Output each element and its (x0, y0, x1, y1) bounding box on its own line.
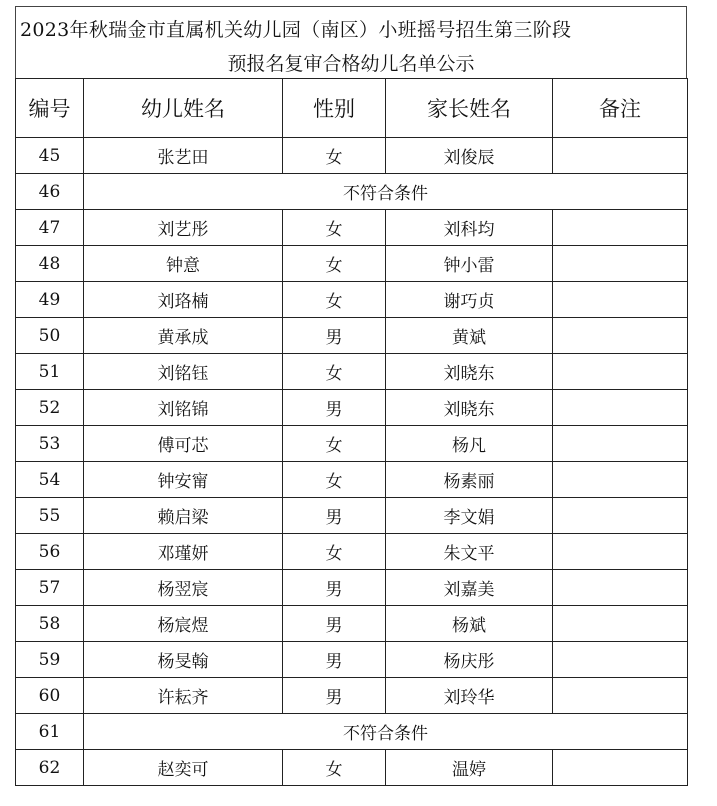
cell-child-name: 钟安甯 (84, 462, 283, 498)
cell-number: 58 (16, 606, 84, 642)
cell-gender: 女 (283, 246, 386, 282)
cell-child-name: 钟意 (84, 246, 283, 282)
cell-child-name: 许耘齐 (84, 678, 283, 714)
roster-table (15, 78, 688, 786)
table-row (16, 498, 688, 534)
cell-number: 57 (16, 570, 84, 606)
cell-note (553, 534, 688, 570)
cell-note (553, 282, 688, 318)
cell-parent-name: 杨斌 (386, 606, 553, 642)
cell-number: 52 (16, 390, 84, 426)
cell-parent-name: 刘晓东 (386, 354, 553, 390)
cell-child-name: 杨宸煜 (84, 606, 283, 642)
cell-child-name: 赖启梁 (84, 498, 283, 534)
cell-gender: 女 (283, 282, 386, 318)
table-header-row (16, 79, 688, 138)
cell-note (553, 138, 688, 174)
table-row (16, 174, 688, 210)
cell-child-name: 邓瑾妍 (84, 534, 283, 570)
document-title-line2: 预报名复审合格幼儿名单公示 (227, 53, 475, 75)
cell-child-name: 杨翌宸 (84, 570, 283, 606)
table-row (16, 750, 688, 786)
cell-gender: 女 (283, 138, 386, 174)
cell-gender: 男 (283, 642, 386, 678)
table-row (16, 462, 688, 498)
table-row (16, 246, 688, 282)
cell-gender: 女 (283, 462, 386, 498)
cell-parent-name: 刘晓东 (386, 390, 553, 426)
cell-gender: 男 (283, 498, 386, 534)
cell-parent-name: 黄斌 (386, 318, 553, 354)
cell-gender: 男 (283, 390, 386, 426)
cell-child-name: 刘艺彤 (84, 210, 283, 246)
cell-gender: 女 (283, 210, 386, 246)
header-parent-name: 家长姓名 (386, 79, 553, 138)
table-row (16, 606, 688, 642)
cell-gender: 男 (283, 570, 386, 606)
cell-number: 60 (16, 678, 84, 714)
table-row (16, 534, 688, 570)
cell-child-name: 刘铭钰 (84, 354, 283, 390)
cell-parent-name: 杨凡 (386, 426, 553, 462)
cell-gender: 女 (283, 354, 386, 390)
cell-note (553, 678, 688, 714)
table-body (16, 138, 688, 786)
table-row (16, 714, 688, 750)
cell-note (553, 426, 688, 462)
cell-child-name: 黄承成 (84, 318, 283, 354)
cell-note (553, 246, 688, 282)
table-row (16, 678, 688, 714)
table-row (16, 390, 688, 426)
cell-child-name: 张艺田 (84, 138, 283, 174)
cell-number: 59 (16, 642, 84, 678)
cell-parent-name: 朱文平 (386, 534, 553, 570)
cell-note (553, 318, 688, 354)
cell-gender: 男 (283, 606, 386, 642)
cell-parent-name: 谢巧贞 (386, 282, 553, 318)
cell-parent-name: 杨庆彤 (386, 642, 553, 678)
header-number: 编号 (16, 79, 84, 138)
cell-status-merged: 不符合条件 (84, 714, 688, 750)
table-row (16, 318, 688, 354)
cell-note (553, 642, 688, 678)
cell-status-merged: 不符合条件 (84, 174, 688, 210)
cell-note (553, 606, 688, 642)
cell-number: 49 (16, 282, 84, 318)
cell-gender: 男 (283, 318, 386, 354)
cell-note (553, 750, 688, 786)
cell-parent-name: 刘嘉美 (386, 570, 553, 606)
cell-gender: 男 (283, 678, 386, 714)
cell-gender: 女 (283, 426, 386, 462)
cell-note (553, 390, 688, 426)
table-row (16, 210, 688, 246)
cell-number: 48 (16, 246, 84, 282)
cell-child-name: 刘铭锦 (84, 390, 283, 426)
cell-number: 61 (16, 714, 84, 750)
cell-parent-name: 钟小雷 (386, 246, 553, 282)
cell-child-name: 赵奕可 (84, 750, 283, 786)
title-block (15, 6, 687, 78)
cell-child-name: 杨旻翰 (84, 642, 283, 678)
header-note: 备注 (553, 79, 688, 138)
cell-note (553, 498, 688, 534)
cell-number: 56 (16, 534, 84, 570)
cell-number: 55 (16, 498, 84, 534)
cell-number: 51 (16, 354, 84, 390)
header-gender: 性别 (283, 79, 386, 138)
cell-number: 54 (16, 462, 84, 498)
cell-number: 45 (16, 138, 84, 174)
table-row (16, 354, 688, 390)
header-child-name: 幼儿姓名 (84, 79, 283, 138)
cell-number: 62 (16, 750, 84, 786)
cell-gender: 女 (283, 750, 386, 786)
table-row (16, 642, 688, 678)
cell-note (553, 354, 688, 390)
table-row (16, 426, 688, 462)
cell-number: 53 (16, 426, 84, 462)
cell-child-name: 傅可芯 (84, 426, 283, 462)
cell-number: 46 (16, 174, 84, 210)
table-row (16, 138, 688, 174)
cell-parent-name: 刘科均 (386, 210, 553, 246)
cell-parent-name: 刘俊辰 (386, 138, 553, 174)
cell-number: 47 (16, 210, 84, 246)
cell-gender: 女 (283, 534, 386, 570)
cell-parent-name: 李文娟 (386, 498, 553, 534)
cell-number: 50 (16, 318, 84, 354)
cell-note (553, 210, 688, 246)
table-row (16, 570, 688, 606)
document-title-line1: 2023年秋瑞金市直属机关幼儿园（南区）小班摇号招生第三阶段 (20, 19, 572, 41)
cell-child-name: 刘珞楠 (84, 282, 283, 318)
table-row (16, 282, 688, 318)
cell-parent-name: 温婷 (386, 750, 553, 786)
cell-parent-name: 刘玲华 (386, 678, 553, 714)
cell-note (553, 570, 688, 606)
cell-parent-name: 杨素丽 (386, 462, 553, 498)
cell-note (553, 462, 688, 498)
